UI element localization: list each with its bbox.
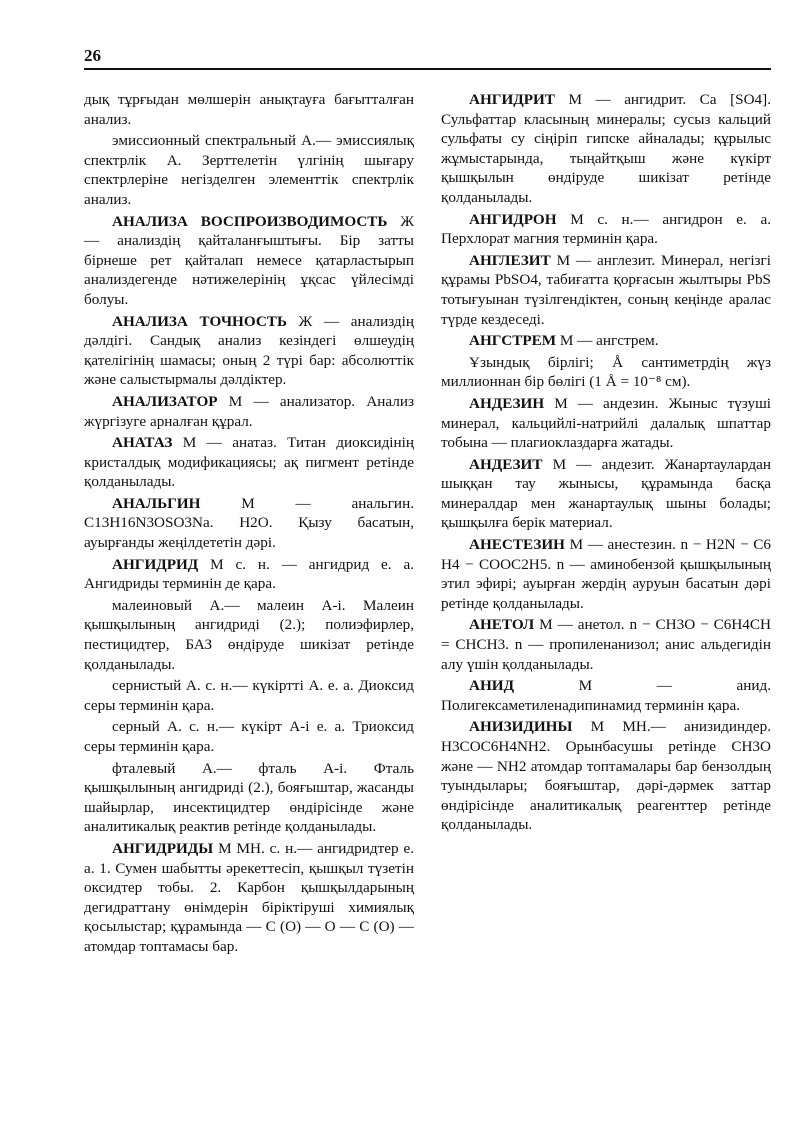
headword: АНГИДРИТ [469,91,555,108]
entry-text: Ұзындық бірлігі; Å сантиметрдің жүз миллионнан бір бөлігі (1 Å = 10⁻⁸ см). [441,353,771,391]
entry-text: М — анальгин. C13H16N3OSO3Na. H2O. Қызу басатын, ауырғанды жеңілдететін дәрі. [84,494,414,552]
entry-text: серный А. с. н.— күкірт А-і е. а. Триоксид серы терминін қара. [84,718,414,755]
entry-text: Ж — анализдің дәлдігі. Сандық анализ кезіндегі өлшеудің қателігінің шамасы; оның 2 түрі бар: абсолюттік және салыстырмалы дәлдіктер. [84,312,414,389]
entry [84,596,414,674]
headword: АНАЛИЗА ТОЧНОСТЬ [112,312,287,330]
entry [84,494,414,553]
right-column [441,90,771,837]
page-number: 26 [84,46,101,65]
entry [441,717,771,835]
entry [441,615,771,674]
entry [441,251,771,329]
headword: АНАЛЬГИН [112,494,201,512]
entry [84,90,414,129]
headword: АНГИДРИДЫ [112,839,214,857]
headword: АНГСТРЕМ [469,332,557,350]
entry [441,455,771,533]
entry [84,433,414,492]
headword: АНИД [469,677,515,695]
entry-text: М — анализатор. Анализ жүргізуге арналған құрал. [84,392,414,430]
headword: АНИЗИДИНЫ [469,718,573,736]
entry [84,212,414,310]
entry [441,353,771,392]
headword: АНГИДРИД [112,555,199,573]
entry-text: Ж — анализдің қайталанғыштығы. Бір затты бірнеше рет қайталап немесе қатарластырып анализдегенде нәтижелерінің ұқсас үйлесімді болуы. [84,212,415,308]
entry-text: дық тұрғыдан мөлшерін анықтауға бағытталған анализ. [84,91,414,128]
entry [441,331,771,351]
headword: АНДЕЗИН [469,394,545,412]
entry [84,717,414,756]
entry-text: М — ангстрем. [556,332,659,350]
entry-text: М — андезин. Жыныс түзуші минерал, кальцийлі-натрийлі далалық шпаттар тобына — плагиоклаздарға жатады. [441,394,771,452]
entry [84,839,414,957]
headword: АНЕТОЛ [469,616,535,634]
headword: АНЕСТЕЗИН [469,536,565,554]
entry [84,555,414,594]
headword: АНГИДРОН [469,210,557,228]
entry [441,676,771,715]
entry [84,131,414,209]
entry [441,90,771,208]
entry [441,535,771,613]
headword: АНАЛИЗАТОР [112,392,218,410]
left-column [84,90,414,959]
entry [441,210,771,249]
entry-text: М — ангидрит. Ca [SO4]. Сульфаттар класының минералы; сусыз кальций сульфаты су сіңіріп гипске айналады; құрылыс жұмыстарында, тыңайтқыш және күкірт қышқылын өндіруде шикізат ретінде қолданылады. [441,91,771,206]
entry [84,312,414,390]
entry-text: М — андезит. Жанартаулардан шыққан тау жынысы, құрамында басқа минералдар мен жанартаулық шыны болады; қышқылға берік материал. [441,455,771,532]
entry [84,392,414,431]
entry-text: М — анетол. n − CH3O − C6H4CH = CHCH3. n — пропиленанизол; анис альдегидін алу үшін қолданылады. [441,616,771,673]
header-rule [84,68,771,70]
entry [84,759,414,837]
entry-text: М МН. с. н.— ангидридтер е. а. 1. Сумен шабытты әрекеттесіп, қышқыл түзетін оксидтер тобы. 2. Карбон қышқылдарының дегидраттану өнімдерін біріктіруші химиялық қосылыстар; құрамында — C (O) — O — C (O) — атомдар топтамасы бар. [84,839,414,955]
headword: АНГЛЕЗИТ [469,251,551,269]
entry-text: М — анестезин. n − H2N − C6 H4 − COOC2H5. n — аминобензой қышқылының этил эфирі; ауырған жердің ауруын басатын дәрі ретінде қолданылады. [441,536,771,612]
entry-text: М — анатаз. Титан диоксидінің кристалдық модификациясы; ақ пигмент ретінде қолданылады. [84,434,414,491]
entry [84,676,414,715]
entry-text: фталевый А.— фталь А-і. Фталь қышқылының ангидриді (2.), бояғыштар, жасанды шайырлар, инсектицидтер өндірісінде және аналитикалық реактив ретінде қолданылады. [84,759,414,836]
entry-text: сернистый А. с. н.— күкіртті А. е. а. Диоксид серы терминін қара. [84,677,414,714]
headword: АНАТАЗ [112,434,173,452]
entry [441,394,771,453]
entry-text: М — анид. Полигексаметиленадипинамид терминін қара. [441,677,771,714]
entry-text: М с. н. — ангидрид е. а. Ангидриды терминін де қара. [84,555,414,593]
entry-text: М — англезит. Минерал, негізгі құрамы PbSO4, табиғатта қорғасын жылтыры PbS тотығуынан түзілгендіктен, соның кеңінде аралас түрде кездеседі. [441,251,771,328]
entry-text: эмиссионный спектральный А.— эмиссиялық спектрлік А. Зерттелетін үлгінің шығару спектрлеріне негізделген элементтік спектрлік анализ. [84,132,414,208]
headword: АНДЕЗИТ [469,455,543,473]
entry-text: М с. н.— ангидрон е. а. Перхлорат магния терминін қара. [441,210,771,248]
entry-text: малеиновый А.— малеин А-і. Малеин қышқылының ангидриді (2.); полиэфирлер, пестицидтер, БАЗ өндіруде шикізат ретінде қолданылады. [84,596,414,673]
headword: АНАЛИЗА ВОСПРОИЗВОДИМОСТЬ [112,212,388,230]
entry-text: М МН.— анизидиндер. H3COC6H4NH2. Орынбасушы ретінде CH3O және — NH2 атомдар топтамалары бар бензолдың туындылары; бояғыштар, дәрі-дәрмек заттар өндірісінде аналитикалық реагенттер ретінде қолданылады. [441,718,771,834]
